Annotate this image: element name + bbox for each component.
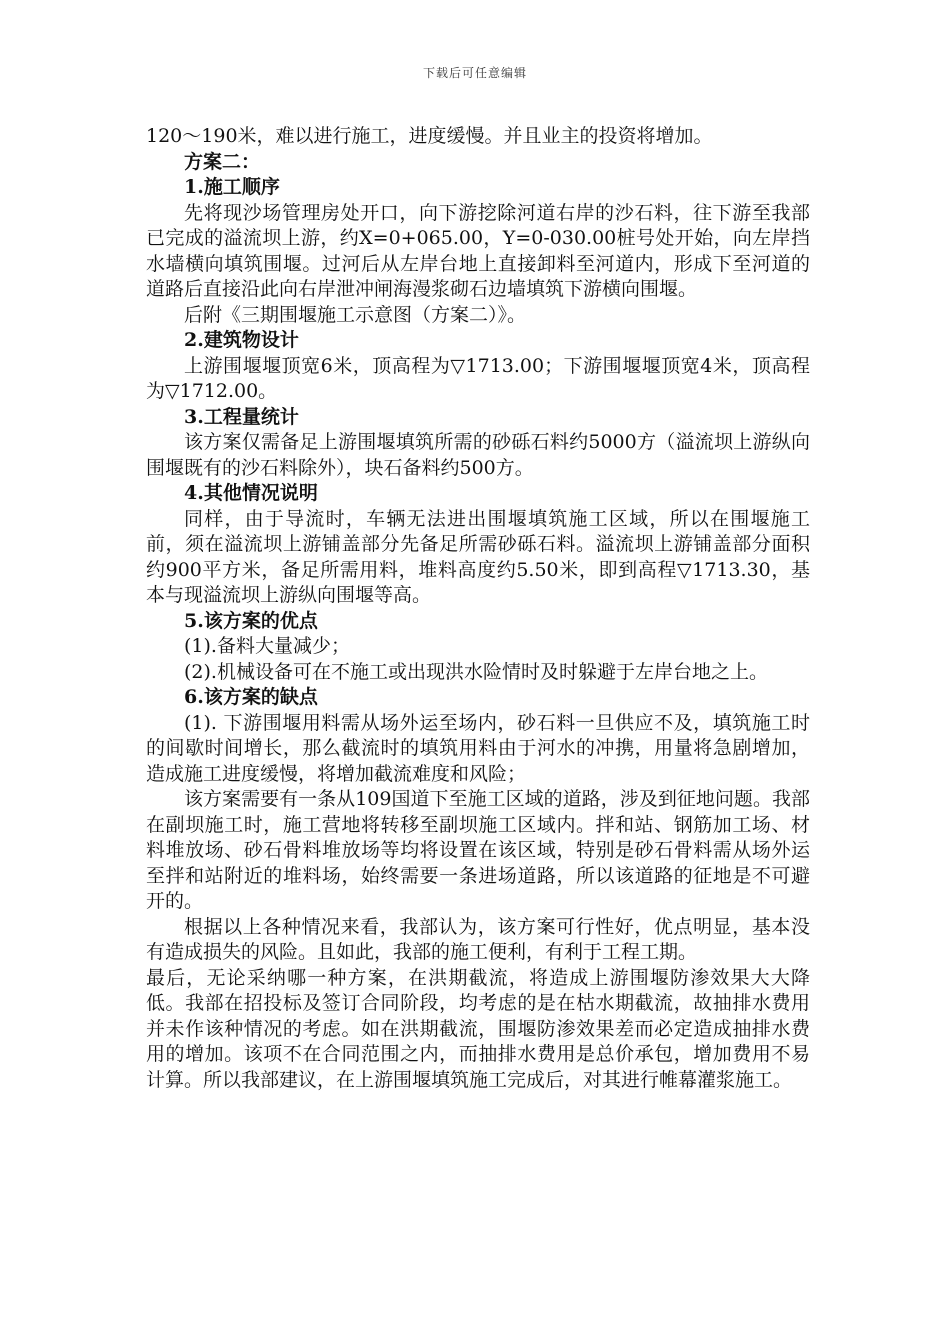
- paragraph-attachment-note: 后附《三期围堰施工示意图（方案二）》。: [184, 303, 527, 326]
- heading-other-notes: 4.其他情况说明: [184, 482, 318, 504]
- section-title-plan-two: 方案二：: [184, 150, 261, 173]
- paragraph-other-notes: 同样，由于导流时，车辆无法进出围堰填筑施工区域，所以在围堰施工前，须在溢流坝上游铺盖部分先备足所需砂砾石料。溢流坝上游铺盖部分面积约900平方米，备足所需用料，堆料高度约5.50米，即到高程▽1713.30，基本与现溢流坝上游纵向围堰等高。: [146, 507, 810, 606]
- paragraph-quantity-statistics: 该方案仅需备足上游围堰填筑所需的砂砾石料约5000方（溢流坝上游纵向围堰既有的沙石料除外），块石备料约500方。: [146, 431, 810, 479]
- heading-construction-sequence: 1.施工顺序: [184, 176, 280, 198]
- heading-disadvantages: 6.该方案的缺点: [184, 686, 318, 708]
- paragraph-continuation: 120～190米，难以进行施工，进度缓慢。并且业主的投资将增加。: [146, 125, 713, 147]
- page-header: 下载后可任意编辑: [422, 66, 527, 80]
- paragraph-final-recommendation: 最后，无论采纳哪一种方案，在洪期截流，将造成上游围堰防渗效果大大降低。我部在招投标及签订合同阶段，均考虑的是在枯水期截流，故抽排水费用并未作该种情况的考虑。如在洪期截流，围堰防渗效果差而必定造成抽排水费用的增加。该项不在合同范围之内，而抽排水费用是总价承包，增加费用不易计算。所以我部建议，在上游围堰填筑施工完成后，对其进行帷幕灌浆施工。: [146, 966, 810, 1091]
- list-item-disadvantage-1: (1). 下游围堰用料需从场外运至场内，砂石料一旦供应不及，填筑施工时的间歇时间增长，那么截流时的填筑用料由于河水的冲携，用量将急剧增加，造成施工进度缓慢，将增加截流难度和风险；: [146, 711, 810, 785]
- heading-structure-design: 2.建筑物设计: [184, 329, 299, 351]
- paragraph-construction-sequence: 先将现沙场管理房处开口，向下游挖除河道右岸的沙石料，往下游至我部已完成的溢流坝上游，约X=0+065.00，Y=0-030.00桩号处开始，向左岸挡水墙横向填筑围堰。过河后从左岸台地上直接卸料至河道内，形成下至河道的道路后直接沿此向右岸泄冲闸海漫浆砌石边墙填筑下游横向围堰。: [146, 201, 810, 300]
- heading-advantages: 5.该方案的优点: [184, 609, 318, 632]
- heading-quantity-statistics: 3.工程量统计: [184, 405, 299, 428]
- list-item-advantage-2: (2).机械设备可在不施工或出现洪水险情时及时躲避于左岸台地之上。: [184, 660, 768, 683]
- list-item-advantage-1: (1).备料大量减少；: [184, 635, 350, 657]
- document-body: [146, 124, 810, 1093]
- paragraph-structure-design: 上游围堰堰顶宽6米，顶高程为▽1713.00；下游围堰堰顶宽4米，顶高程为▽1712.00。: [146, 354, 810, 402]
- paragraph-road-land-acquisition: 该方案需要有一条从109国道下至施工区域的道路，涉及到征地问题。我部在副坝施工时，施工营地将转移至副坝施工区域内。拌和站、钢筋加工场、材料堆放场、砂石骨料堆放场等均将设置在该区域，特别是砂石骨料需从场外运至拌和站附近的堆料场，始终需要一条进场道路，所以该道路的征地是不可避开的。: [146, 788, 810, 912]
- paragraph-conclusion: 根据以上各种情况来看，我部认为，该方案可行性好，优点明显，基本没有造成损失的风险。且如此，我部的施工便利，有利于工程工期。: [146, 915, 810, 963]
